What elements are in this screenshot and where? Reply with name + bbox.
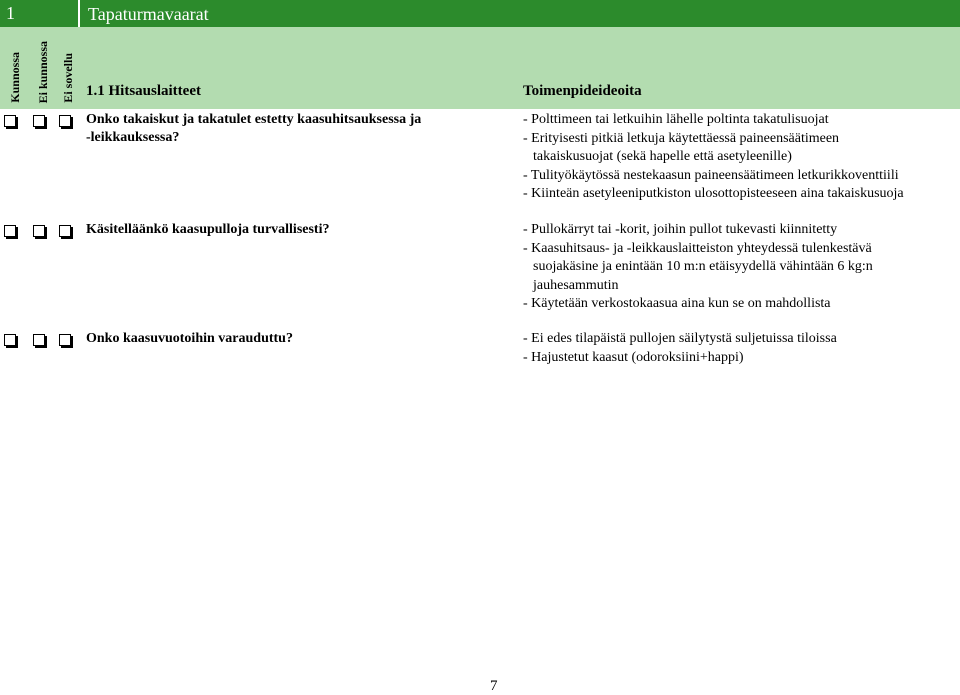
idea-line: - Ei edes tilapäistä pullojen säilytystä suljetuissa tiloissa xyxy=(523,331,837,346)
idea-line: - Käytetään verkostokaasua aina kun se on mahdollista xyxy=(523,296,831,311)
idea-line: - Kiinteän asetyleeniputkiston ulosottopisteeseen aina takaiskusuoja xyxy=(523,186,904,201)
checkbox-not-applicable[interactable] xyxy=(59,225,71,237)
idea-line: - Hajustetut kaasut (odoroksiini+happi) xyxy=(523,349,744,365)
checkbox-ok[interactable] xyxy=(4,334,16,346)
idea-line: takaiskusuojat (sekä hapelle että asetyleenille) xyxy=(533,149,792,164)
subsection-title: 1.1 Hitsauslaitteet xyxy=(86,83,201,99)
idea-line: - Kaasuhitsaus- ja -leikkauslaitteiston yhteydessä tulenkestävä xyxy=(523,240,872,256)
column-label-not-applicable: Ei sovellu xyxy=(61,53,75,103)
section-number: 1 xyxy=(6,3,15,23)
question-text xyxy=(86,330,466,348)
ideas-column-header: Toimenpideideoita xyxy=(523,83,642,99)
checkbox-not-ok[interactable] xyxy=(33,115,45,127)
idea-line: suojakäsine ja enintään 10 m:n etäisyydellä vähintään 6 kg:n xyxy=(533,259,873,274)
idea-line: - Erityisesti pitkiä letkuja käytettäessä paineensäätimeen xyxy=(523,130,840,146)
idea-line: - Pullokärryt tai -korit, joihin pullot tukevasti kiinnitetty xyxy=(523,222,838,237)
question-line: Onko kaasuvuotoihin varauduttu? xyxy=(86,331,293,346)
question-text xyxy=(86,111,466,147)
improvement-ideas xyxy=(523,221,953,314)
idea-line: - Tulityökäytössä nestekaasun paineensäätimeen letkurikkoventtiili xyxy=(523,167,899,183)
question-line: -leikkauksessa? xyxy=(86,130,180,145)
column-label-ok: Kunnossa xyxy=(8,52,22,103)
idea-line: - Polttimeen tai letkuihin lähelle poltinta takatulisuojat xyxy=(523,112,829,127)
improvement-ideas xyxy=(523,111,953,204)
improvement-ideas xyxy=(523,330,953,367)
checkbox-not-applicable[interactable] xyxy=(59,115,71,127)
column-header-not-applicable xyxy=(57,33,79,103)
section-title: Tapaturmavaarat xyxy=(88,4,209,24)
column-label-not-ok: Ei kunnossa xyxy=(36,40,50,103)
checkbox-ok[interactable] xyxy=(4,225,16,237)
checkbox-not-ok[interactable] xyxy=(33,225,45,237)
checkbox-ok[interactable] xyxy=(4,115,16,127)
page-number: 7 xyxy=(490,678,498,694)
checkbox-not-applicable[interactable] xyxy=(59,334,71,346)
checkbox-not-ok[interactable] xyxy=(33,334,45,346)
question-line: Käsitelläänkö kaasupulloja turvallisesti? xyxy=(86,222,330,237)
question-text xyxy=(86,221,466,239)
section-header-bar xyxy=(0,0,960,27)
column-header-not-ok xyxy=(32,33,54,103)
idea-line: jauhesammutin xyxy=(533,277,619,293)
question-line: Onko takaiskut ja takatulet estetty kaasuhitsauksessa ja xyxy=(86,112,422,127)
header-divider xyxy=(78,0,80,27)
column-header-ok xyxy=(4,33,26,103)
